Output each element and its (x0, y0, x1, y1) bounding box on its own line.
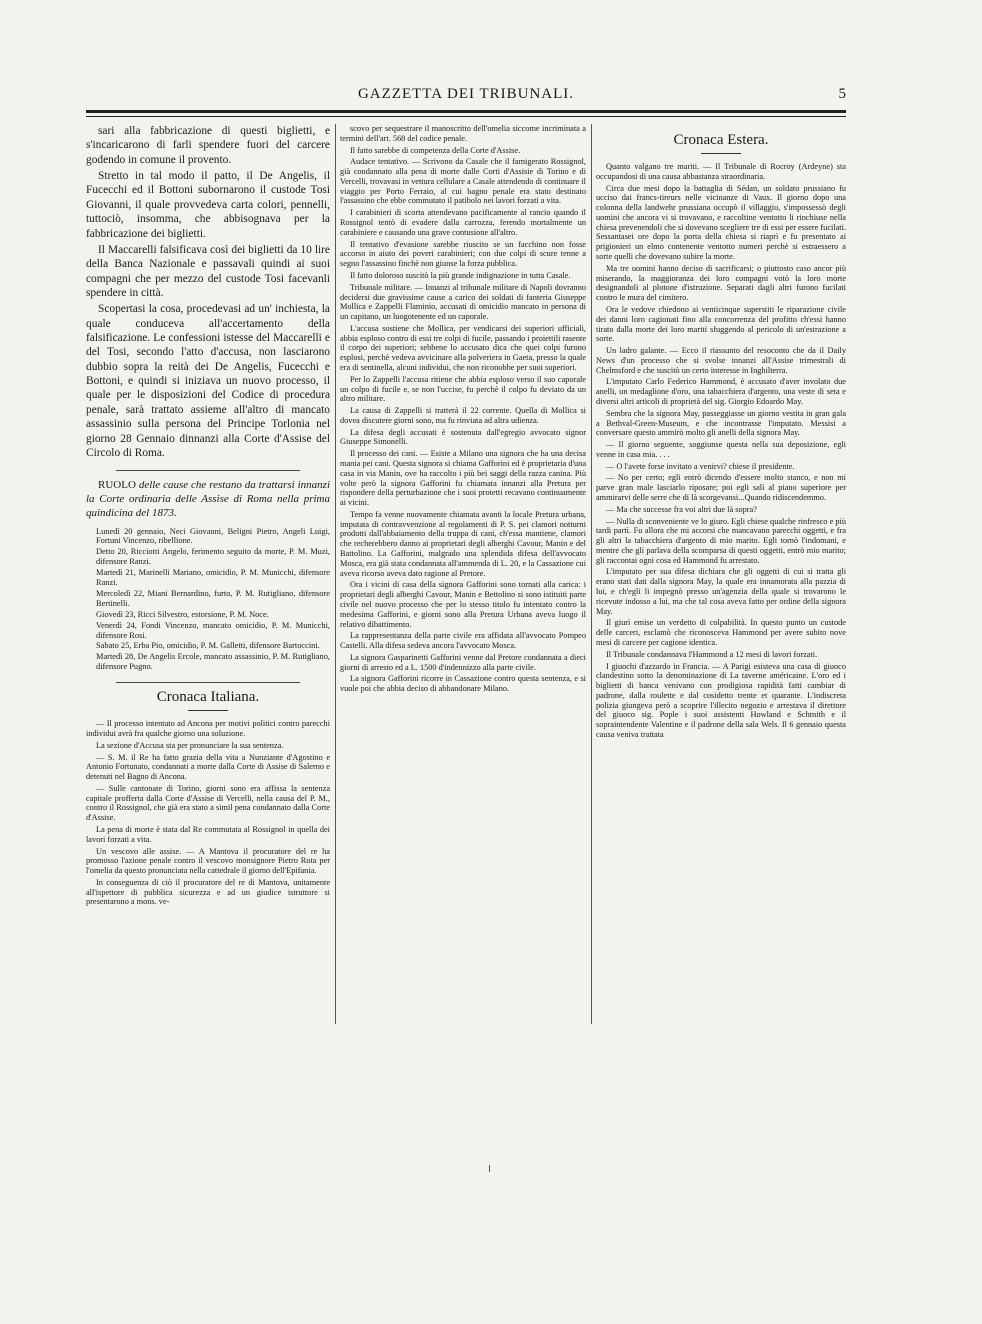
header-rule-thin (86, 116, 846, 117)
ruolo-entry: Giovedì 23, Ricci Silvestro, estorsione, P. M. Noce. (96, 609, 269, 619)
paragraph: Sembra che la signora May, passeggiasse un giorno vestita in gran gala a Bethval-Green-Museum, e che incontrasse l'imputato. Messisi a conversare questo ammirò molto gli anelli della signora May. (596, 408, 846, 438)
ruolo-entry: Detto 20, Ricciotti Angelo, ferimento seguito da morte, P. M. Muzi, difensore Ranzi. (96, 547, 330, 567)
section-heading-cronaca-estera: Cronaca Estera. (673, 132, 769, 148)
paragraph: I giuochi d'azzardo in Francia. — A Parigi esisteva una casa di giuoco clandestino sotto la denominazione di La taverne américaine. L'oro ed i biglietti di banca venivano con prodigiosa rapidità fatti cambiar di padrone, dalla roulette e dal cosidetto trente et quarante. L'indiscreta polizia giungeva però a scoprire l'illecito negozio e arrestava il direttore del giuoco sig. Pople i suoi assistenti Howland e Schmith e il sopraintendente Valentine e il padrone della sala Wels. Il 6 gennaio questa causa veniva trattata (596, 661, 846, 739)
newspaper-title: GAZZETTA DEI TRIBUNALI. (357, 86, 575, 102)
paragraph: Il tentativo d'evasione sarebbe riuscito se un facchino non fosse accorso in aiuto dei poveri carabinieri; con due colpi di scure tenne a segno l'assassino finchè non giunse la forza pubblica. (340, 239, 586, 269)
heading-rule (701, 153, 741, 154)
section-separator (116, 470, 300, 471)
paragraph: — S. M. il Re ha fatto grazia della vita a Nunziante d'Agostino e Antonio Fortunato, condannati a morte dalla Corte di Assise di Salerno e detenuti nel Bagno di Ancona. (86, 752, 330, 782)
paragraph: — O l'avete forse invitato a venirvi? chiese il presidente. (606, 461, 795, 471)
paragraph: Ora i vicini di casa della signora Gafforini sono tornati alla carica: i proprietari degli alberghi Cavour, Manin e Bettolino si sono istituiti parte civile nel nuovo processo che per lo stesso titolo fu intentato contro la medesima Gafforini, e giorni sono alla Pretura Urbana aveva luogo il relativo dibattimento. (340, 580, 586, 629)
paragraph: Scopertasi la cosa, procedevasi ad un' inchiesta, la quale conduceva all'accertamento della falsificazione. Le confessioni istesse del Maccarelli e del Tosi, secondo l'atto d'accusa, non lasciarono dubbio sopra la reità dei De Angelis, Fucecchi e Bottoni, e quindi si iniziava un nuovo processo, il quale per le disposizioni del Codice di procedura penale, sarà trattato assieme all'altro di mancato assassinio sulla persona del Principe Torlonia nel giorno 28 Gennaio dinnanzi alla Corte d'Assise del Circolo di Roma. (86, 303, 330, 459)
paragraph: — No per certo; egli entrò dicendo d'essere molto stanco, e non mi parve gran male lasciarlo riposare; poi egli salì al piano superiore per ammirarvi delle serre che di là scorgevansi...Quando ridiscendemmo. (596, 473, 846, 502)
paragraph: La rappresentanza della parte civile era affidata all'avvocato Pompeo Castelli. Alla difesa sedeva ancora l'avvocato Mosca. (340, 631, 586, 651)
print-mark (489, 1165, 490, 1172)
paragraph: Audace tentativo. — Scrivono da Casale che il famigerato Rossignol, già condannato alla pena di morte dalle Corti d'Assisie di Torino e di Vercelli, trovavasi in vettura cellulare a Casale attendendo di continuare il viaggio per Porto Ferraio, al cui bagno penale era stato destinato l'assassino che ebbe commutato il patibolo nei lavori forzati a vita. (340, 157, 586, 206)
paragraph: La signora Gafforini ricorre in Cassazione contro questa sentenza, e si vuole poi che abbia deciso di abbandonare Milano. (340, 674, 586, 694)
court-report (86, 124, 330, 460)
paragraph: Il giurì emise un verdetto di colpabilità. In questo punto un custode delle carceri, esclamò che riconosceva Hammond per avere subito nove mesi di carcere per cagione identica. (596, 618, 846, 647)
ruolo-entry: Sabato 25, Erba Pio, omicidio, P. M. Galletti, difensore Bartoccini. (96, 641, 320, 651)
paragraph: Il fatto sarebbe di competenza della Corte d'Assise. (350, 145, 521, 155)
paragraph: Il Tribunale condannava l'Hammond a 12 mesi di lavori forzati. (606, 649, 818, 659)
paragraph: — Sulle cantonate di Torino, giorni sono era affissa la sentenza capitale profferta dalla Corte d'Assise di Vercelli, nella causa del P. M., contro il Rossignol, che già era stato a simil pena condannato dalla Corte d'Assise. (86, 783, 330, 823)
paragraph: sari alla fabbricazione di questi biglietti, e s'incaricarono di farli spendere fuori del carcere godendo in comune il provento. (86, 125, 330, 166)
paragraph: L'imputato per sua difesa dichiara che gli oggetti di cui si tratta gli erano stati dati dalla signora May, la quale era innamorata alla pazzia di lui, e ch'egli li impegnò presso un'agenzia della quale si trovarono le ricevute indosso a lui, ma che tal cosa aveva fatto per ordine della signora May. (596, 567, 846, 616)
ruolo-entry: Martedì 21, Marinelli Mariano, omicidio, P. M. Municchi, difensore Ranzi. (96, 568, 330, 588)
page-number: 5 (838, 86, 846, 102)
paragraph: Tempo fa venne nuovamente chiamata avanti la locale Pretura urbana, imputata di contravvenzione al regolamenti di P. S. pei clamori notturni prodotti dall'abbaiamento della truppa di cani, ch'essa mantiene, clamori che recherebbero danno ai proprietari degli alberghi Cavour, Manin e del Battolino. La Gafforini, malgrado una splendida difesa dell'avvocato Mosca, era già stata condannata all'ammenda di L. 20, e la Cassazione cui aveva ricorso aveva dato ragione al Pretore. (340, 509, 586, 578)
paragraph: Il Maccarelli falsificava così dei biglietti da 10 lire della Banca Nazionale e passavali quindi ai suoi compagni che per mezzo del custode Tosi facevanli spendere in città. (86, 243, 330, 299)
paragraph: Un ladro galante. — Ecco il riassunto del resoconto che da il Daily News d'un processo che si svolse innanzi all'Assise trimestrali di Chelmsford e che suscitò un certo interesse in Inghilterra. (596, 346, 846, 375)
column-2 (340, 124, 586, 1114)
section-separator (116, 682, 300, 683)
ruolo-entry: Venerdì 24, Fondi Vincenzo, mancato omicidio, P. M. Municchi, difensore Rosi. (96, 620, 330, 640)
paragraph: La signora Gasparinetti Gafforini venne dal Pretore condannata a dieci giorni di arresto ed a L. 1500 d'indennizzo alla parte civile. (340, 652, 586, 672)
paragraph: — Ma che successe fra voi altri due là sopra? (606, 504, 757, 514)
paragraph: La pena di morte è stata dal Re commutata al Rossignol in quella dei lavori forzati a vita. (86, 825, 330, 844)
cronaca-italiana-body (86, 719, 330, 907)
paragraph: Stretto in tal modo il patto, il De Angelis, il Fucecchi ed il Bottoni subornarono il custode Tosi Giovanni, il quale provvedeva carta colori, pennelli, tuttociò, insomma, che abbisognava per la fabbricazione dei biglietti. (86, 170, 330, 240)
paragraph: Tribunale militare. — Innanzi al tribunale militare di Napoli dovranno decidersi due gravissime cause a carico dei soldati di fanteria Giuseppe Mollica e Zappelli Flaminio, accusati di omicidio mancato in persona di un capitano, un luogotenente ed un caporale. (340, 282, 586, 322)
paragraph: Ora le vedove chiedono ai venticinque superstiti le riparazione civile dei danni loro cagionati fino alla concorrenza del profitto ch'essi hanno tirato dalla morte dei loro mariti sfuggendo al pericolo di un'estrazione a sorte. (596, 304, 846, 344)
cronaca-estera-body (596, 162, 846, 740)
paragraph: La sezione d'Accusa sta per pronunciare la sua sentenza. (96, 740, 284, 750)
paragraph: Circa due mesi dopo la battaglia di Sédan, un soldato prussiano fu ucciso dai francs-tireurs nelle vicinanze di Vaux. Il giorno dopo una colonna della landwehr prussiana occupò il villaggio, s'impossessò degli uomini che ancora vi si trovavano, e raccoltine ventotto li rinchiuse nella chiesa prevenendoli che si dovevano scegliere tre di essi per essere fucilati. Sessantasei ore dopo la porta della chiesa si riaprì e fu presentato ai prigionieri un elmo contenente ventotto numeri perchè si estraessero a sorte quelli che dovevano subire la morte. (596, 183, 846, 262)
column-3 (596, 124, 846, 1174)
ruolo-list (86, 527, 330, 673)
paragraph: Il fatto doloroso suscitò la più grande indignazione in tutta Casale. (350, 270, 571, 280)
paragraph: L'imputato Carlo Federico Hammond, è accusato d'aver involato due anelli, un medaglione d'oro, una tabacchiera d'argento, una veste di seta e diversi altri articoli di proprietà del sig. Giorgio Edoardo May. (596, 377, 846, 406)
header-rule-thick (86, 110, 846, 113)
paragraph: Per lo Zappelli l'accusa ritiene che abbia esploso verso il suo caporale un colpo di fucile e, se non l'uccise, fu perchè il colpo fu deviato da un altro militare. (340, 374, 586, 404)
heading-rule (188, 710, 228, 711)
ruolo-title: RUOLO delle cause che restano da trattarsi innanzi la Corte ordinaria delle Assise di Roma nella prima quindicina del 1873. (86, 479, 330, 519)
paragraph: L'accusa sostiene che Mollica, per vendicarsi dei superiori ufficiali, abbia esploso contro di essi tre colpi di fucile, passando i proiettili rasente il corpo dei superiori; sebbene lo accusato dica che quei colpi furono esplosi, perchè vedeva avvicinare alla polveriera in Gaeta, presso la quale era di sentinella, alcuni individui, che non riconobbe per suoi superiori. (340, 323, 586, 372)
paragraph: In conseguenza di ciò il procuratore del re di Mantova, unitamente all'ispettore di pubblica sicurezza e ad un giudice istruttore si presentarono a mons. ve- (86, 877, 330, 907)
ruolo-entry: Mercoledì 22, Miani Bernardino, furto, P. M. Rutigliano, difensore Bertinelli. (96, 588, 330, 608)
column-divider-2 (591, 124, 592, 1024)
paragraph: scovo per sequestrare il manoscritto dell'omelia siccome incriminata a termini dell'art. 568 del codice penale. (340, 124, 586, 143)
paragraph: Un vescovo alle assise. — A Mantova il procuratore del re ha promosso l'azione penale contro il vescovo monsignore Pietro Rota per l'omelia da questo pronunciata nella cattedrale il giorno dell'Epifania. (86, 846, 330, 876)
paragraph: La difesa degli accusati è sostenuta dall'egregio avvocato signor Giuseppe Simonelli. (340, 427, 586, 447)
paragraph: I carabinieri di scorta attendevano pacificamente al rancio quando il Rossignol tentò di evadere dalla carrozza, ferendo mortalmente un carabiniere e causando una grave contusione all'altro. (340, 208, 586, 237)
ruolo-entry: Martedì 28, De Angelis Ercole, mancato assassinio, P. M. Rutigliano, difensore Pugno. (96, 652, 330, 672)
paragraph: Il processo dei cani. — Esiste a Milano una signora che ha una decisa mania pei cani. Questa signora si chiama Gafforini ed è proprietaria d'una casa in via Manin, ove ha raccolto i più bei saggi della razza canina. Più volte però la signora Gafforini fu chiamata innanzi alla Pretura per rispondere della perturbazione che i suoi protetti recavano continuamente ai vicini. (340, 449, 586, 508)
paragraph: — Il processo intentato ad Ancona per motivi politici contro parecchi individui avrà fra qualche giorno una soluzione. (86, 719, 330, 738)
paragraph: — Il giorno seguente, soggiunse questa nella sua deposizione, egli venne in casa mia. . . . (596, 440, 846, 459)
column-divider-1 (335, 124, 336, 1024)
paragraph: Ma tre uomini hanno deciso di sacrificarsi; o piuttosto caso ancor più miserando, la maggioranza dei loro compagni votò la loro morte designandoli al plotone d'istruzione. Separati dagli altri furono fucilati contro le mura del cimitero. (596, 263, 846, 303)
page-header (86, 86, 846, 106)
section-heading-cronaca-italiana: Cronaca Italiana. (156, 689, 260, 706)
ruolo-entry: Lunedì 20 gennaio, Neci Giovanni, Beligni Pietro, Angeli Luigi, Fortuni Vincenzo, ribellione. (96, 526, 330, 546)
paragraph: — Nulla di sconveniente ve lo giuro. Egli chiese qualche rinfresco e più tardi partì. Fu allora che mi accorsi che mancavano parecchi oggetti, e fra gli altri la tabacchiera d'argento di mio marito. Egli tornò l'indomani, e mentre che gli parlava della scomparsa di questi oggetti, entrò mio marito; gli raccontai ogni cosa ed Hammond fu arrestato. (596, 516, 846, 565)
paragraph: La causa di Zappelli si tratterà il 22 corrente. Quella di Mollica si dovea discutere giorni sono, ma fu rinviata ad altra udienza. (340, 406, 586, 425)
paragraph: Quanto valgano tre mariti. — Il Tribunale di Rocroy (Ardeyne) sta occupandosi di una causa abbastanza straordinaria. (596, 162, 846, 181)
column-1 (86, 124, 330, 984)
